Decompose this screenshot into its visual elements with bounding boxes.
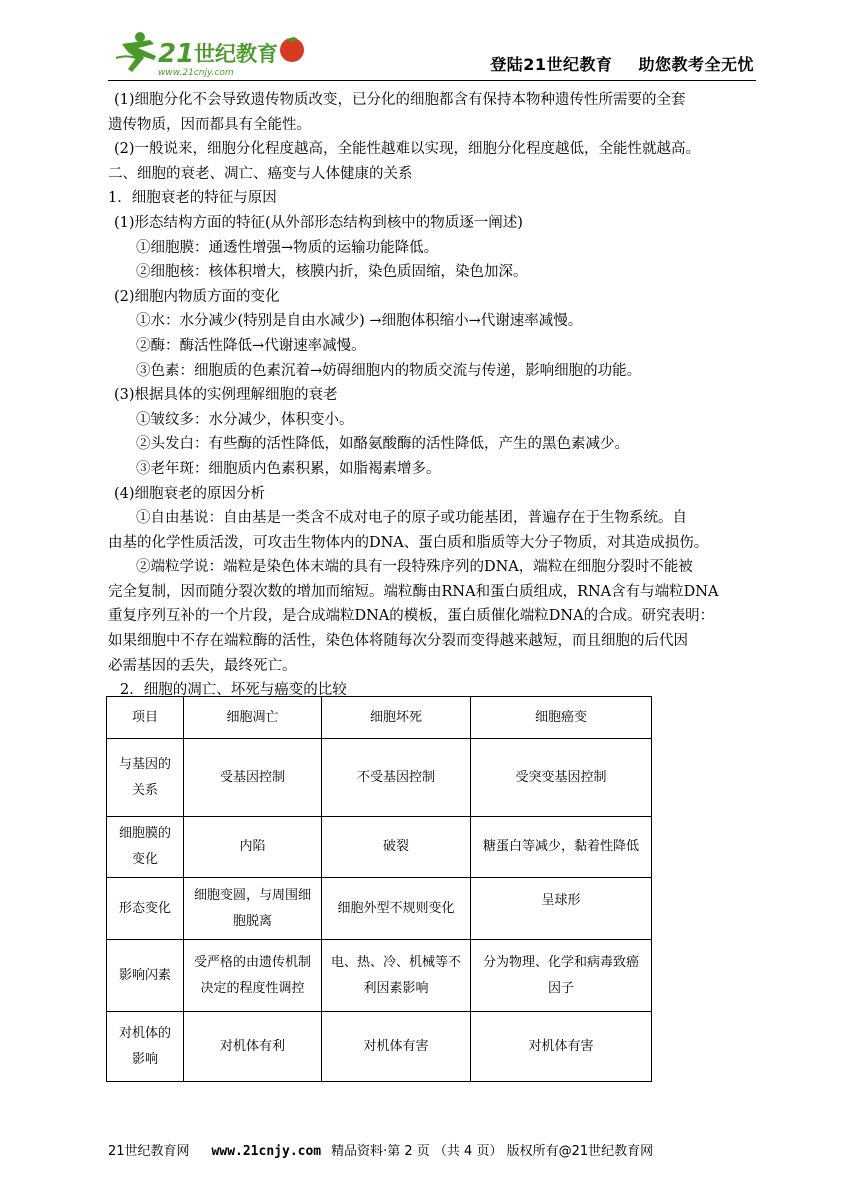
text-line: ②细胞核：核体积增大，核膜内折，染色质固缩，染色加深。 (136, 264, 528, 281)
text-line: 遗传物质，因而都具有全能性。 (108, 116, 311, 133)
text-line: 1．细胞衰老的特征与原因 (108, 190, 277, 207)
text-line: (2)一般说来，细胞分化程度越高，全能性越难以实现，细胞分化程度越低，全能性就越高。 (114, 141, 701, 158)
table-cell: 糖蛋白等减少，黏着性降低 (471, 817, 652, 878)
text-line: ③老年斑：细胞质内色素积累，如脂褐素增多。 (136, 460, 441, 477)
text-line: (2)细胞内物质方面的变化 (114, 288, 280, 305)
table-cell: 与基因的关系 (107, 739, 184, 817)
text-line: 二、细胞的衰老、凋亡、癌变与人体健康的关系 (108, 165, 413, 182)
comparison-table (106, 696, 652, 1082)
header-slogan (490, 52, 754, 75)
table-cell: 对机体的影响 (107, 1012, 184, 1082)
text-line: 完全复制，因而随分裂次数的增加而缩短。端粒酶由RNA和蛋白质组成，RNA含有与端粒DNA (108, 583, 719, 600)
table-cell: 细胞变圆，与周围细胞脱离 (184, 878, 322, 940)
table-header-cell: 项目 (107, 697, 184, 739)
text-line: 由基的化学性质活泼，可攻击生物体内的DNA、蛋白质和脂质等大分子物质，对其造成损伤。 (108, 534, 709, 551)
text-line: ③色素：细胞质的色素沉着→妨碍细胞内的物质交流与传递，影响细胞的功能。 (136, 362, 642, 379)
table-header-cell: 细胞坏死 (322, 697, 471, 739)
text-line: ①细胞膜：通透性增强→物质的运输功能降低。 (136, 239, 439, 256)
table-cell: 破裂 (322, 817, 471, 878)
table-cell: 对机体有害 (471, 1012, 652, 1082)
text-line: (3)根据具体的实例理解细胞的衰老 (114, 387, 338, 404)
text-line: (1)细胞分化不会导致遗传物质改变，已分化的细胞都含有保持本物种遗传性所需要的全套 (114, 92, 686, 108)
text-line: ①自由基说：自由基是一类含不成对电子的原子或功能基团，普遍存在于生物系统。自 (136, 510, 687, 527)
table-cell: 受严格的由遗传机制决定的程度性调控 (184, 940, 322, 1012)
running-figure-icon (116, 32, 156, 72)
text-line: ②酶：酶活性降低→代谢速率减慢。 (136, 337, 366, 354)
table-cell: 受突变基因控制 (471, 739, 652, 817)
table-cell: 形态变化 (107, 878, 184, 940)
table-cell: 受基因控制 (184, 739, 322, 817)
slogan-right: 助您教考全无忧 (638, 55, 754, 74)
text-line: ②端粒学说：端粒是染色体末端的具有一段特殊序列的DNA，端粒在细胞分裂时不能被 (136, 559, 693, 576)
table-cell: 分为物理、化学和病毒致癌因子 (471, 940, 652, 1012)
table-cell: 电、热、冷、机械等不利因素影响 (322, 940, 471, 1012)
table-row (107, 940, 652, 1012)
table-cell: 影响闪素 (107, 940, 184, 1012)
logo-url: www.21cnjy.com (158, 68, 234, 78)
table-row (107, 1012, 652, 1082)
table-header-row (107, 697, 652, 739)
text-line: (4)细胞衰老的原因分析 (114, 485, 266, 502)
table-cell: 对机体有利 (184, 1012, 322, 1082)
footer-site: 21世纪教育网 (108, 1144, 190, 1159)
logo-text: 世纪教育 (194, 42, 278, 66)
site-logo (110, 28, 310, 78)
table-row (107, 878, 652, 940)
table-cell: 呈球形 (471, 878, 652, 940)
table-row (107, 739, 652, 817)
table-cell: 对机体有害 (322, 1012, 471, 1082)
document-body (108, 88, 760, 703)
table-cell: 细胞膜的变化 (107, 817, 184, 878)
text-line: 必需基因的丢失，最终死亡。 (108, 657, 297, 674)
text-line: (1)形态结构方面的特征(从外部形态结构到核中的物质逐一阐述) (114, 214, 523, 231)
table-row (107, 817, 652, 878)
text-line: 重复序列互补的一个片段，是合成端粒DNA的模板，蛋白质催化端粒DNA的合成。研究表明： (108, 608, 715, 625)
text-line: ①水：水分减少(特别是自由水减少) →细胞体积缩小→代谢速率减慢。 (136, 313, 583, 330)
page-header (108, 28, 756, 81)
text-line: ②头发白：有些酶的活性降低，如酪氨酸酶的活性降低，产生的黑色素减少。 (136, 436, 629, 453)
slogan-left: 登陆21世纪教育 (490, 55, 613, 74)
text-line: ①皱纹多：水分减少，体积变小。 (136, 411, 354, 428)
text-line: 2．细胞的凋亡、坏死与癌变的比较 (120, 682, 347, 699)
logo-21: 21 (158, 39, 195, 69)
table-cell: 细胞外型不规则变化 (322, 878, 471, 940)
footer-page-info: 精品资料·第 2 页 （共 4 页） 版权所有@21世纪教育网 (331, 1144, 654, 1159)
table-header-cell: 细胞凋亡 (184, 697, 322, 739)
table-header-cell: 细胞癌变 (471, 697, 652, 739)
table-cell: 内陷 (184, 817, 322, 878)
table-cell: 不受基因控制 (322, 739, 471, 817)
page-footer (108, 1140, 653, 1159)
footer-url-link[interactable]: www.21cnjy.com (211, 1144, 322, 1159)
text-line: 如果细胞中不存在端粒酶的活性，染色体将随每次分裂而变得越来越短，而且细胞的后代因 (108, 633, 688, 650)
